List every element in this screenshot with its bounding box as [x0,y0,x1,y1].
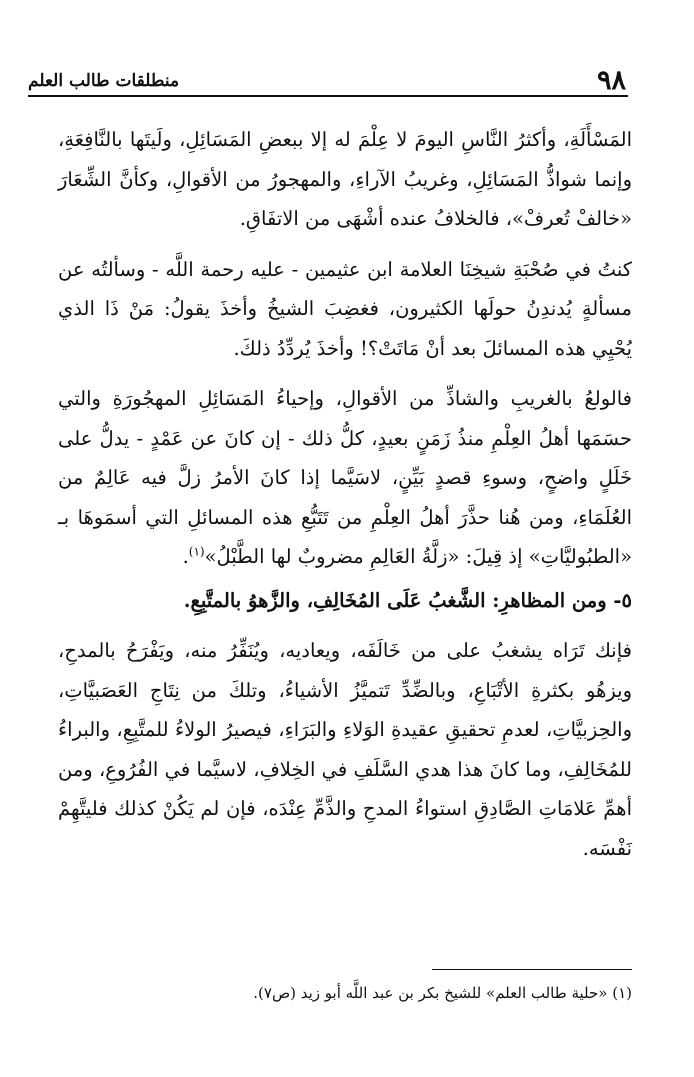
paragraph-3-end: . [182,545,189,568]
paragraph-3-text: فالولعُ بالغريبِ والشاذِّ من الأقوالِ، وإحياءُ المَسَائِلِ المهجُورَةِ والتي حسَمَها أهلُ العِلْمِ منذُ زَمَنٍ بعيدٍ، كلُّ ذلك - إن كانَ عن عَمْدٍ - يدلُّ على خَلَلٍ واضحٍ، وسوءِ قصدٍ بَيِّنٍ، لاسَيَّما إذا كانَ الأمرُ زلَّ فيه عَالِمٌ من العُلَمَاءِ، ومن هُنا حذَّرَ أهلُ العِلْمِ من تَتَبُّعِ هذه المسائلِ التي أسمَوهَا بـ «الطبُوليَّاتِ» إذ قِيلَ: «زلَّةُ العَالِمِ مضروبٌ لها الطَّبْلُ» [58,387,632,568]
body-text [58,120,632,868]
footnote: (١) «حلية طالب العلم» للشيخ بكر بن عبد اللَّه أبو زيد (ص٧). [253,984,632,1002]
page-number: ٩٨ [596,65,626,96]
paragraph-1: المَسْأَلَةِ، وأكثرُ النَّاسِ اليومَ لا عِلْمَ له إلا ببعضِ المَسَائِلِ، ولَيتَها بالنَّافِعَةِ، وإنما شواذُّ المَسَائِلِ، وغريبُ الآراءِ، والمهجورُ من الأقوالِ، وكأنَّ الشِّعَارَ «خالفْ تُعرفْ»، فالخلافُ عنده أشْهَى من الاتفَاقِ. [58,128,632,230]
running-title: منطلقات طالب العلم [28,71,180,91]
footnote-rule [432,969,632,970]
section-heading-text: ومن المظاهرِ: الشَّغبُ عَلَى المُخَالِفِ، والزَّهوُ بالمتَّبِعِ. [183,588,607,612]
paragraph-3 [58,379,632,577]
section-heading [58,581,632,621]
footnote-marker: (١) [188,544,205,559]
header-rule [28,95,628,97]
paragraph-4: فإنك تَرَاه يشغبُ على من خَالَفَه، ويعاديه، ويُنَفِّرُ منه، ويَفْرَحُ بالمدحِ، ويزهُو بكثرةِ الأتْبَاعِ، وبالضِّدِّ تَتميَّزُ الأشياءُ، وتلكَ من نِتَاجِ العَصَبيَّاتِ، والحِزبيَّاتِ، لعدمِ تحقيقِ عقيدةِ الوَلاءِ والبَرَاءِ، فيصيرُ الولاءُ للمتَّبِعِ، والبراءُ للمُخَالِفِ، وما كانَ هذا هدي السَّلَفِ في الخِلافِ، لاسيَّما في الفُرُوعِ، ومن أهمِّ عَلامَاتِ الصَّادِقِ استواءُ المدحِ والذَّمِّ عِنْدَه، فإن لم يَكُنْ كذلك فليتَّهِمْ نَفْسَه. [58,639,632,860]
paragraph-2: كنتُ في صُحْبَةِ شيخِنَا العلامة ابن عثيمين - عليه رحمة اللَّه - وسألتُه عن مسألةٍ يُدندِنُ حولَها الكثيرون، فغضِبَ الشيخُ وأخذَ يقولُ: مَنْ ذَا الذي يُحْيِي هذه المسائلَ بعد أنْ مَاتَتْ؟! وأخذَ يُردِّدُ ذلكَ. [58,257,632,360]
section-heading-number: ٥- [613,588,632,612]
page-header [28,54,628,94]
